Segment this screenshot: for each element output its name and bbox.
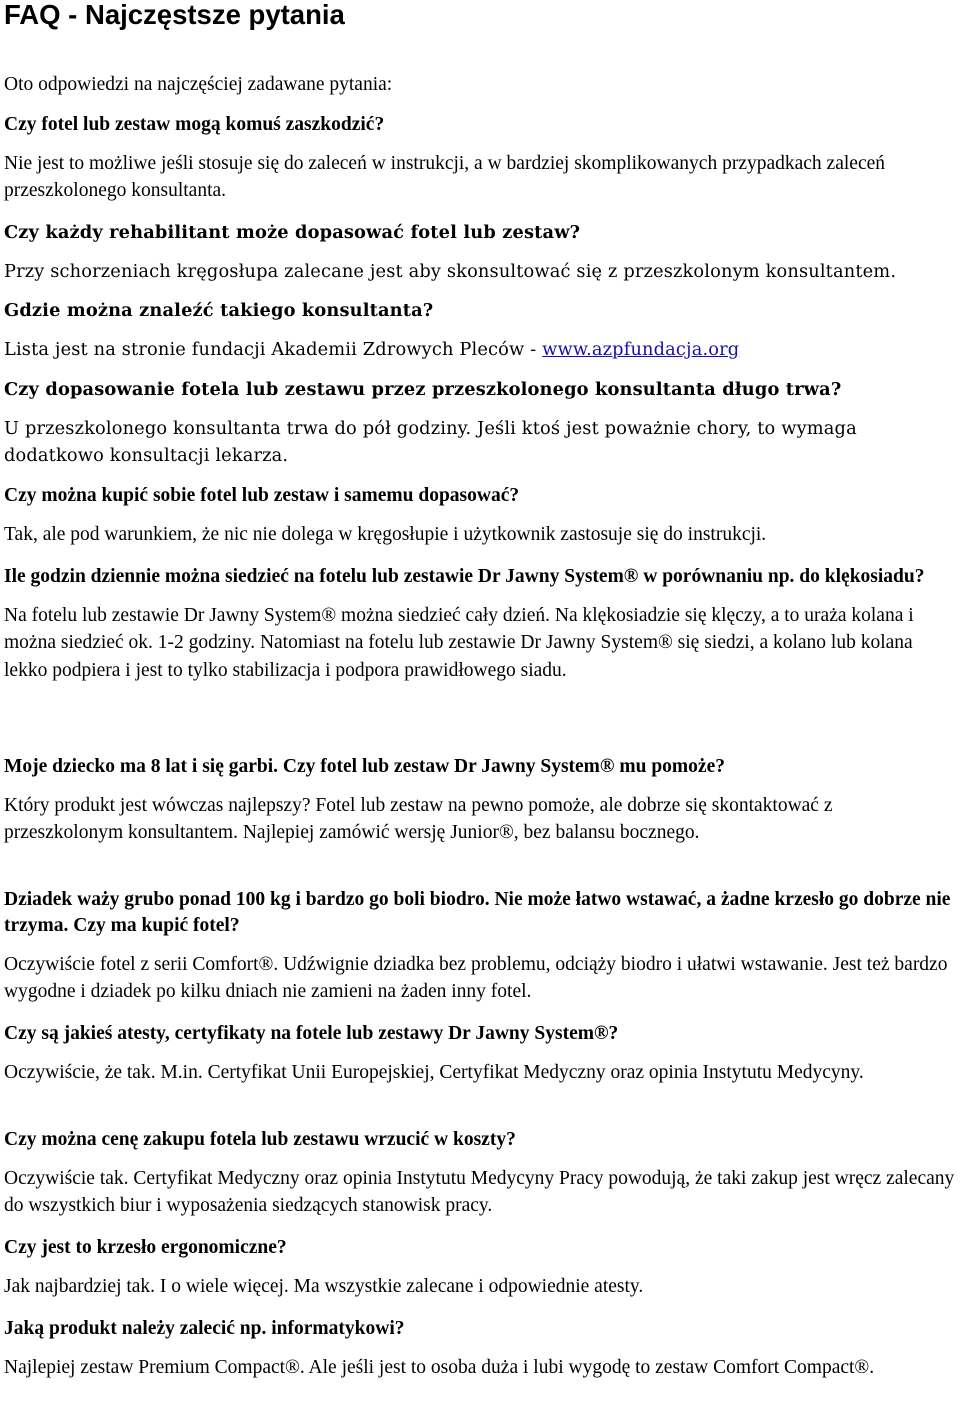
faq-question: Czy są jakieś atesty, certyfikaty na fotele lub zestawy Dr Jawny System®? [4, 1023, 619, 1044]
faq-answer [4, 336, 956, 363]
faq-item-4 [4, 377, 956, 470]
faq-answer: Na fotelu lub zestawie Dr Jawny System® można siedzieć cały dzień. Na klękosiadzie się klęczy, a to uraża kolana i można siedzieć ok. 1-2 godziny. Natomiast na fotelu lub zestawie Dr Jawny System® się siedzi, a kolano lub kolana lekko podpiera i jest to tylko stabilizacja i podpora prawidłowego siadu. [4, 605, 914, 681]
faq-question: Czy jest to krzesło ergonomiczne? [4, 1237, 287, 1258]
faq-item-6 [4, 564, 956, 684]
faq-item-5 [4, 483, 956, 548]
faq-question: Czy można kupić sobie fotel lub zestaw i samemu dopasować? [4, 485, 520, 506]
faq-question: Czy można cenę zakupu fotela lub zestawu wrzucić w koszty? [4, 1129, 516, 1150]
faq-answer: Nie jest to możliwe jeśli stosuje się do zaleceń w instrukcji, a w bardziej skomplikowanych przypadkach zaleceń przeszkolonego konsultanta. [4, 153, 886, 202]
faq-answer: Oczywiście, że tak. M.in. Certyfikat Unii Europejskiej, Certyfikat Medyczny oraz opinia Instytutu Medycyny. [4, 1062, 864, 1083]
faq-item-7 [4, 754, 956, 847]
faq-question: Dziadek waży grubo ponad 100 kg i bardzo go boli biodro. Nie może łatwo wstawać, a żadne krzesło go dobrze nie trzyma. Czy ma kupić fotel? [4, 889, 951, 936]
faq-item-2 [4, 220, 956, 285]
faq-question: Czy każdy rehabilitant może dopasować fotel lub zestaw? [4, 222, 581, 243]
page-title: FAQ - Najczęstsze pytania [4, 0, 345, 30]
faq-item-9 [4, 1021, 956, 1086]
faq-question: Moje dziecko ma 8 lat i się garbi. Czy fotel lub zestaw Dr Jawny System® mu pomoże? [4, 756, 725, 777]
faq-answer: Oczywiście fotel z serii Comfort®. Udźwignie dziadka bez problemu, odciąży biodro i ułatwi wstawanie. Jest też bardzo wygodne i dziadek po kilku dniach nie zamieni na żaden inny fotel. [4, 954, 948, 1003]
faq-item-1 [4, 112, 956, 205]
faq-answer: Który produkt jest wówczas najlepszy? Fotel lub zestaw na pewno pomoże, ale dobrze się skontaktować z przeszkolonym konsultantem. Najlepiej zamówić wersję Junior®, bez balansu bocznego. [4, 795, 833, 844]
faq-item-10 [4, 1127, 956, 1220]
faq-answer: U przeszkolonego konsultanta trwa do pół godziny. Jeśli ktoś jest poważnie chory, to wymaga dodatkowo konsultacji lekarza. [4, 418, 857, 467]
faq-answer: Przy schorzeniach kręgosłupa zalecane jest aby skonsultować się z przeszkolonym konsultantem. [4, 261, 897, 282]
faq-question: Ile godzin dziennie można siedzieć na fotelu lub zestawie Dr Jawny System® w porównaniu np. do klękosiadu? [4, 566, 925, 587]
faq-item-3 [4, 298, 956, 363]
azpfundacja-link[interactable]: www.azpfundacja.org [542, 339, 740, 360]
faq-question: Czy fotel lub zestaw mogą komuś zaszkodzić? [4, 114, 385, 135]
faq-answer: Tak, ale pod warunkiem, że nic nie dolega w kręgosłupie i użytkownik zastosuje się do instrukcji. [4, 524, 767, 545]
faq-item-11 [4, 1235, 956, 1300]
faq-answer-text: Lista jest na stronie fundacji Akademii Zdrowych Pleców - [4, 339, 543, 360]
intro-text: Oto odpowiedzi na najczęściej zadawane pytania: [4, 74, 393, 95]
faq-answer: Jak najbardziej tak. I o wiele więcej. Ma wszystkie zalecane i odpowiednie atesty. [4, 1276, 644, 1297]
faq-question: Gdzie można znaleźć takiego konsultanta? [4, 300, 434, 321]
faq-item-8 [4, 887, 956, 1006]
faq-answer: Najlepiej zestaw Premium Compact®. Ale jeśli jest to osoba duża i lubi wygodę to zestaw Comfort Compact®. [4, 1357, 875, 1378]
faq-item-12 [4, 1316, 956, 1381]
faq-question: Jaką produkt należy zalecić np. informatykowi? [4, 1318, 405, 1339]
faq-question: Czy dopasowanie fotela lub zestawu przez przeszkolonego konsultanta długo trwa? [4, 379, 842, 400]
faq-page [4, 0, 956, 1378]
faq-answer: Oczywiście tak. Certyfikat Medyczny oraz opinia Instytutu Medycyny Pracy powodują, że taki zakup jest wręcz zalecany do wszystkich biur i wyposażenia siedzących stanowisk pracy. [4, 1168, 955, 1217]
